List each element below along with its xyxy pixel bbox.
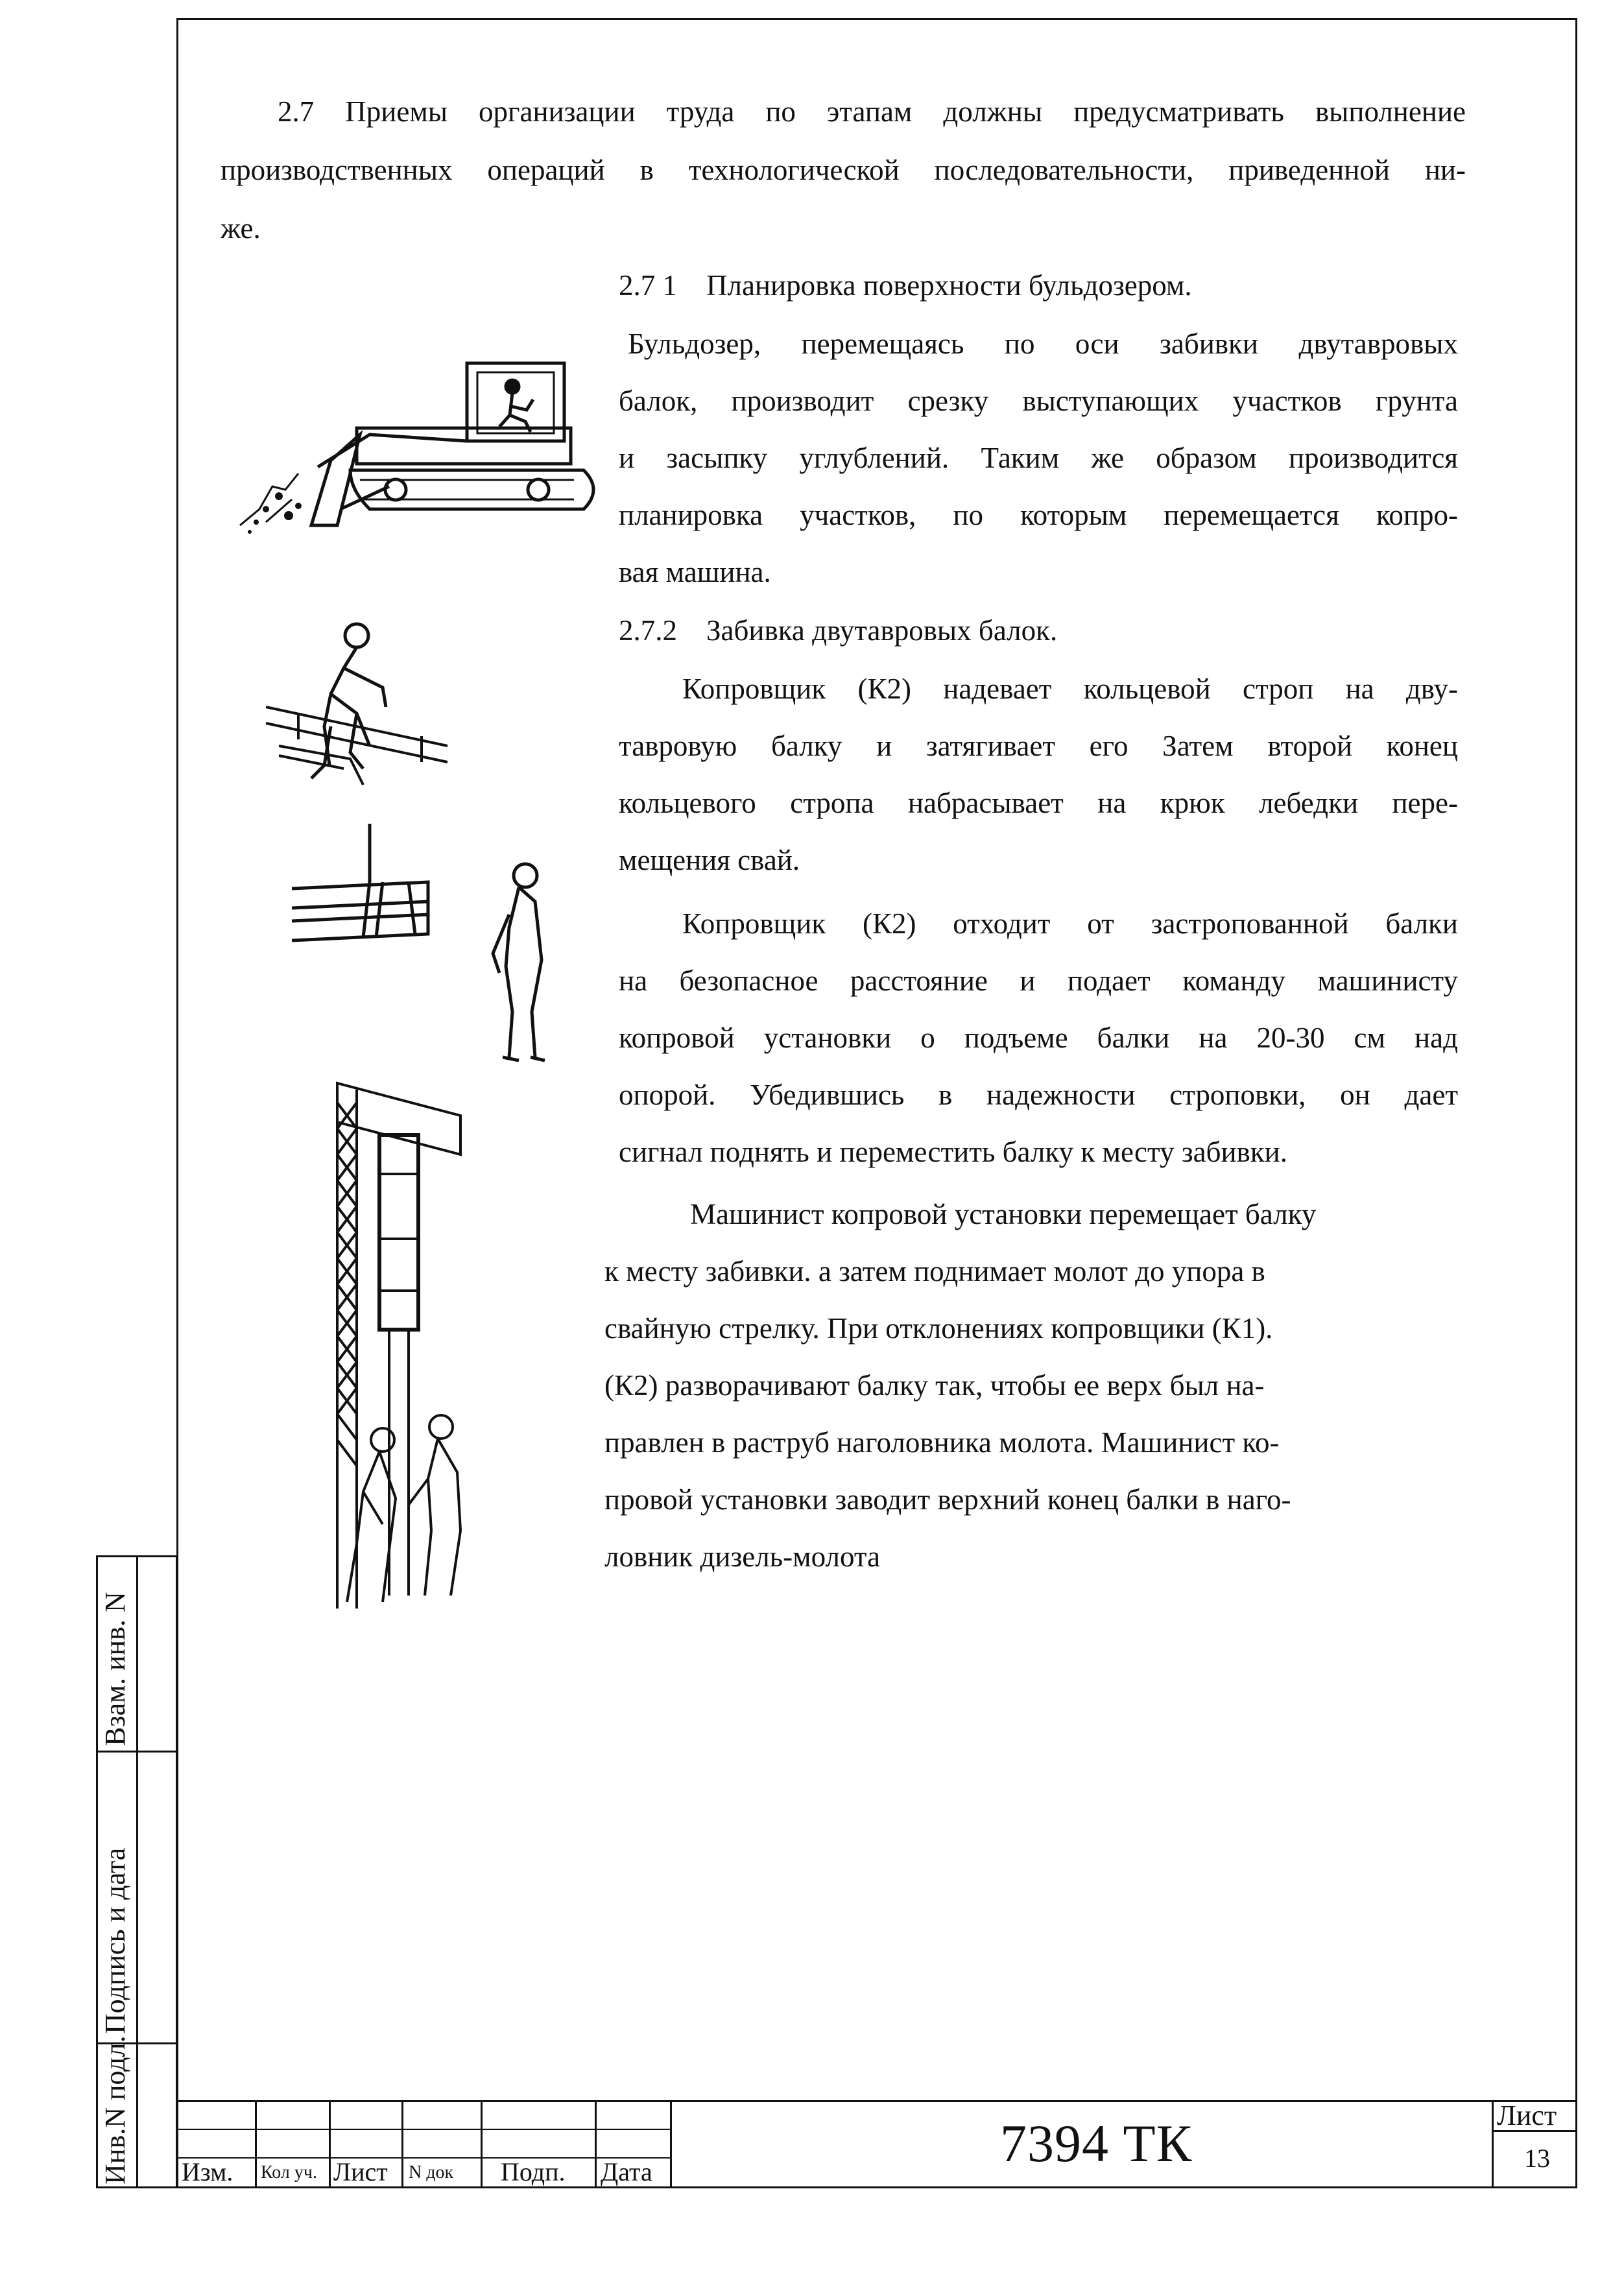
section-2-7-2-heading: 2.7.2 Забивка двутавровых балок. <box>619 614 1058 647</box>
section-2-7-1-line: вая машина. <box>619 556 771 588</box>
section-2-7-1-line: Бульдозер, перемещаясь по оси забивки двутавровых <box>628 328 1458 360</box>
section-2-7-2-p3-line: к месту забивки. а затем поднимает молот до упора в <box>604 1255 1265 1287</box>
sheet-label: Лист <box>1497 2100 1557 2131</box>
bulldozer-illustration <box>221 350 610 545</box>
worker-slinging-beam-illustration <box>259 616 454 811</box>
margin-label-vzam: Взам. инв. N <box>99 1592 131 1746</box>
section-2-7-2-p1-line: кольцевого стропа набрасывает на крюк лебедки пере- <box>619 787 1458 819</box>
section-2-7-2-p3-line: провой установки заводит верхний конец балки в наго- <box>604 1483 1291 1516</box>
section-2-7-line-1: 2.7 Приемы организации труда по этапам должны предусматривать выполнение <box>278 95 1466 128</box>
section-2-7-2-p3-line: правлен в раструб наголовника молота. Машинист ко- <box>604 1426 1280 1459</box>
sheet-cell-divider <box>1492 2100 1494 2188</box>
section-2-7-2-p3-line: (К2) разворачивают балку так, чтобы ее верх был на- <box>604 1369 1265 1402</box>
section-2-7-1-line: и засыпку углублений. Таким же образом производится <box>619 442 1458 474</box>
section-2-7-1-line: балок, производит срезку выступающих участков грунта <box>619 385 1458 417</box>
margin-strip-divider <box>136 1555 138 2188</box>
title-label-list: Лист <box>333 2157 388 2186</box>
margin-label-podpis: Подпись и дата <box>99 1847 131 2034</box>
pile-driver-illustration <box>318 1077 486 1615</box>
section-2-7-2-p2-line: опорой. Убедившись в надежности строповки, он дает <box>619 1079 1458 1111</box>
sheet-number: 13 <box>1524 2144 1550 2173</box>
section-2-7-2-p2-line: сигнал поднять и переместить балку к месту забивки. <box>619 1136 1288 1168</box>
section-2-7-2-p3-line: свайную стрелку. При отклонениях копровщики (К1). <box>604 1312 1273 1345</box>
section-2-7-2-p2-line: копровой установки о подъеме балки на 20-30 см над <box>619 1022 1458 1054</box>
section-2-7-2-p1-line: мещения свай. <box>619 844 800 876</box>
title-label-kol: Кол уч. <box>261 2162 317 2183</box>
section-2-7-line-3: же. <box>221 212 261 245</box>
section-2-7-2-p3-line: ловник дизель-молота <box>604 1540 881 1573</box>
section-2-7-line-2: производственных операций в технологической последовательности, приведенной ни- <box>221 154 1466 186</box>
margin-label-inv: Инв.N подл. <box>99 2035 131 2184</box>
section-2-7-2-p1-line: тавровую балку и затягивает его Затем второй конец <box>619 730 1458 762</box>
title-label-ndok: N док <box>409 2162 454 2183</box>
section-2-7-1-heading: 2.7 1 Планировка поверхности бульдозером. <box>619 269 1192 302</box>
slung-beam-and-worker-illustration <box>285 817 584 1077</box>
section-2-7-2-p2-line: Копровщик (К2) отходит от застропованной балки <box>682 907 1458 940</box>
title-label-data: Дата <box>601 2157 652 2186</box>
document-code: 7394 ТК <box>1000 2114 1193 2173</box>
section-2-7-1-line: планировка участков, по которым перемещается копро- <box>619 499 1458 531</box>
section-2-7-2-p2-line: на безопасное расстояние и подает команду машинисту <box>619 964 1458 997</box>
section-2-7-2-p3-line: Машинист копровой установки перемещает балку <box>690 1198 1317 1230</box>
title-label-podp: Подп. <box>501 2157 566 2186</box>
title-label-izm: Изм. <box>182 2157 233 2186</box>
title-block <box>176 2100 1577 2188</box>
section-2-7-2-p1-line: Копровщик (К2) надевает кольцевой строп на дву- <box>682 673 1458 705</box>
